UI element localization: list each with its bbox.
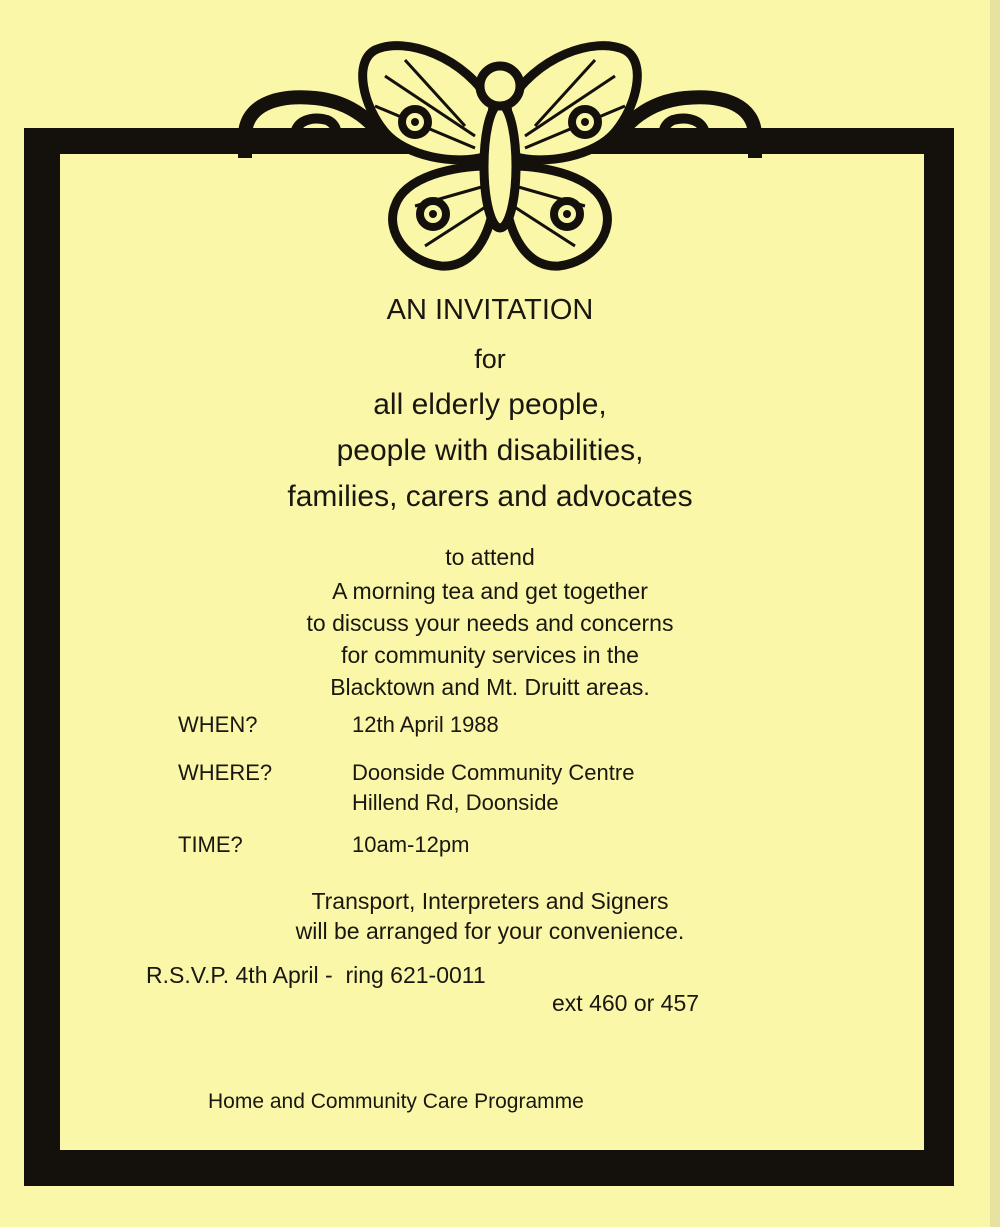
purpose-line: for community services in the — [341, 642, 639, 668]
purpose-line: Blacktown and Mt. Druitt areas. — [330, 674, 650, 700]
where-label: WHERE? — [178, 760, 273, 785]
butterfly-scroll-ornament-icon — [235, 36, 765, 272]
programme-footer: Home and Community Care Programme — [208, 1090, 584, 1113]
audience-line: people with disabilities, — [336, 434, 644, 467]
when-label: WHEN? — [178, 712, 258, 737]
to-attend-line: to attend — [445, 544, 535, 570]
purpose-line: to discuss your needs and concerns — [306, 610, 674, 636]
where-value-address: Hillend Rd, Doonside — [352, 790, 559, 815]
invitation-title: AN INVITATION — [386, 294, 594, 326]
transport-line: Transport, Interpreters and Signers — [311, 888, 669, 914]
where-value: Doonside Community Centre — [352, 760, 635, 785]
for-line: for — [474, 344, 506, 374]
when-value: 12th April 1988 — [352, 712, 499, 737]
rsvp-extension: ext 460 or 457 — [552, 990, 700, 1016]
time-label: TIME? — [178, 832, 243, 857]
purpose-line: A morning tea and get together — [332, 578, 648, 604]
transport-line: will be arranged for your convenience. — [295, 918, 685, 944]
rsvp-line: R.S.V.P. 4th April - ring 621-0011 — [146, 962, 486, 988]
time-value: 10am-12pm — [352, 832, 470, 857]
audience-line: all elderly people, — [373, 388, 607, 421]
page-edge — [990, 0, 1000, 1227]
audience-line: families, carers and advocates — [287, 480, 693, 513]
